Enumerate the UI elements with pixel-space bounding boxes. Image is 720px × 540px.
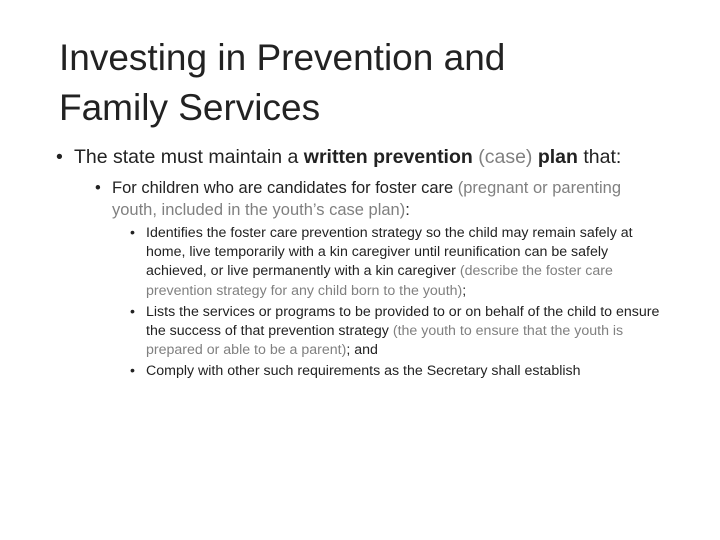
bullet-marker: •: [130, 303, 135, 320]
bullet-marker: •: [130, 363, 135, 380]
slide-title-line-1: Investing in Prevention and: [59, 37, 506, 78]
bullet-text: Lists the services or programs to be provided to or on behalf of the child to ensure the success of that prevention strategy: [146, 303, 660, 340]
bullet-text: For children who are candidates for foster care: [112, 179, 454, 197]
bullet-marker: •: [130, 225, 135, 241]
bullet-text: Identifies the foster care prevention strategy so the child may remain safely at home, live temporarily with a kin caregiver until reunification can be safely achieved, or live permanently with a kin caregiver: [146, 225, 633, 280]
bullet-text: that:: [577, 146, 622, 168]
bullet-gray-text: (case): [472, 146, 533, 168]
bullet-gray-text: (pregnant or parenting youth, included in the youth’s case plan): [112, 179, 622, 219]
bullet-level-3: [130, 362, 671, 381]
bullet-text: ;: [462, 282, 467, 299]
bullet-bold-text: written prevention: [303, 146, 473, 168]
bullet-text: :: [405, 201, 410, 219]
bullet-marker: •: [95, 179, 101, 197]
slide-body: [0, 145, 720, 382]
bullet-level-3: [130, 303, 671, 361]
bullet-text: ; and: [346, 342, 378, 359]
slide-title-line-2: Family Services: [59, 87, 321, 128]
bullet-level-3: [130, 224, 671, 301]
slide-title: [59, 33, 679, 133]
bullet-gray-text: (describe the foster care prevention strategy for any child born to the youth): [146, 263, 613, 299]
bullet-level-2: [95, 177, 662, 221]
bullet-text: Comply with other such requirements as the Secretary shall establish: [146, 363, 581, 380]
bullet-bold-text: plan: [537, 146, 578, 168]
bullet-gray-text: (the youth to ensure that the youth is prepared or able to be a parent): [146, 323, 624, 359]
bullet-marker: •: [56, 146, 63, 168]
bullet-text: The state must maintain a: [74, 146, 304, 168]
bullet-level-1: [56, 145, 654, 170]
